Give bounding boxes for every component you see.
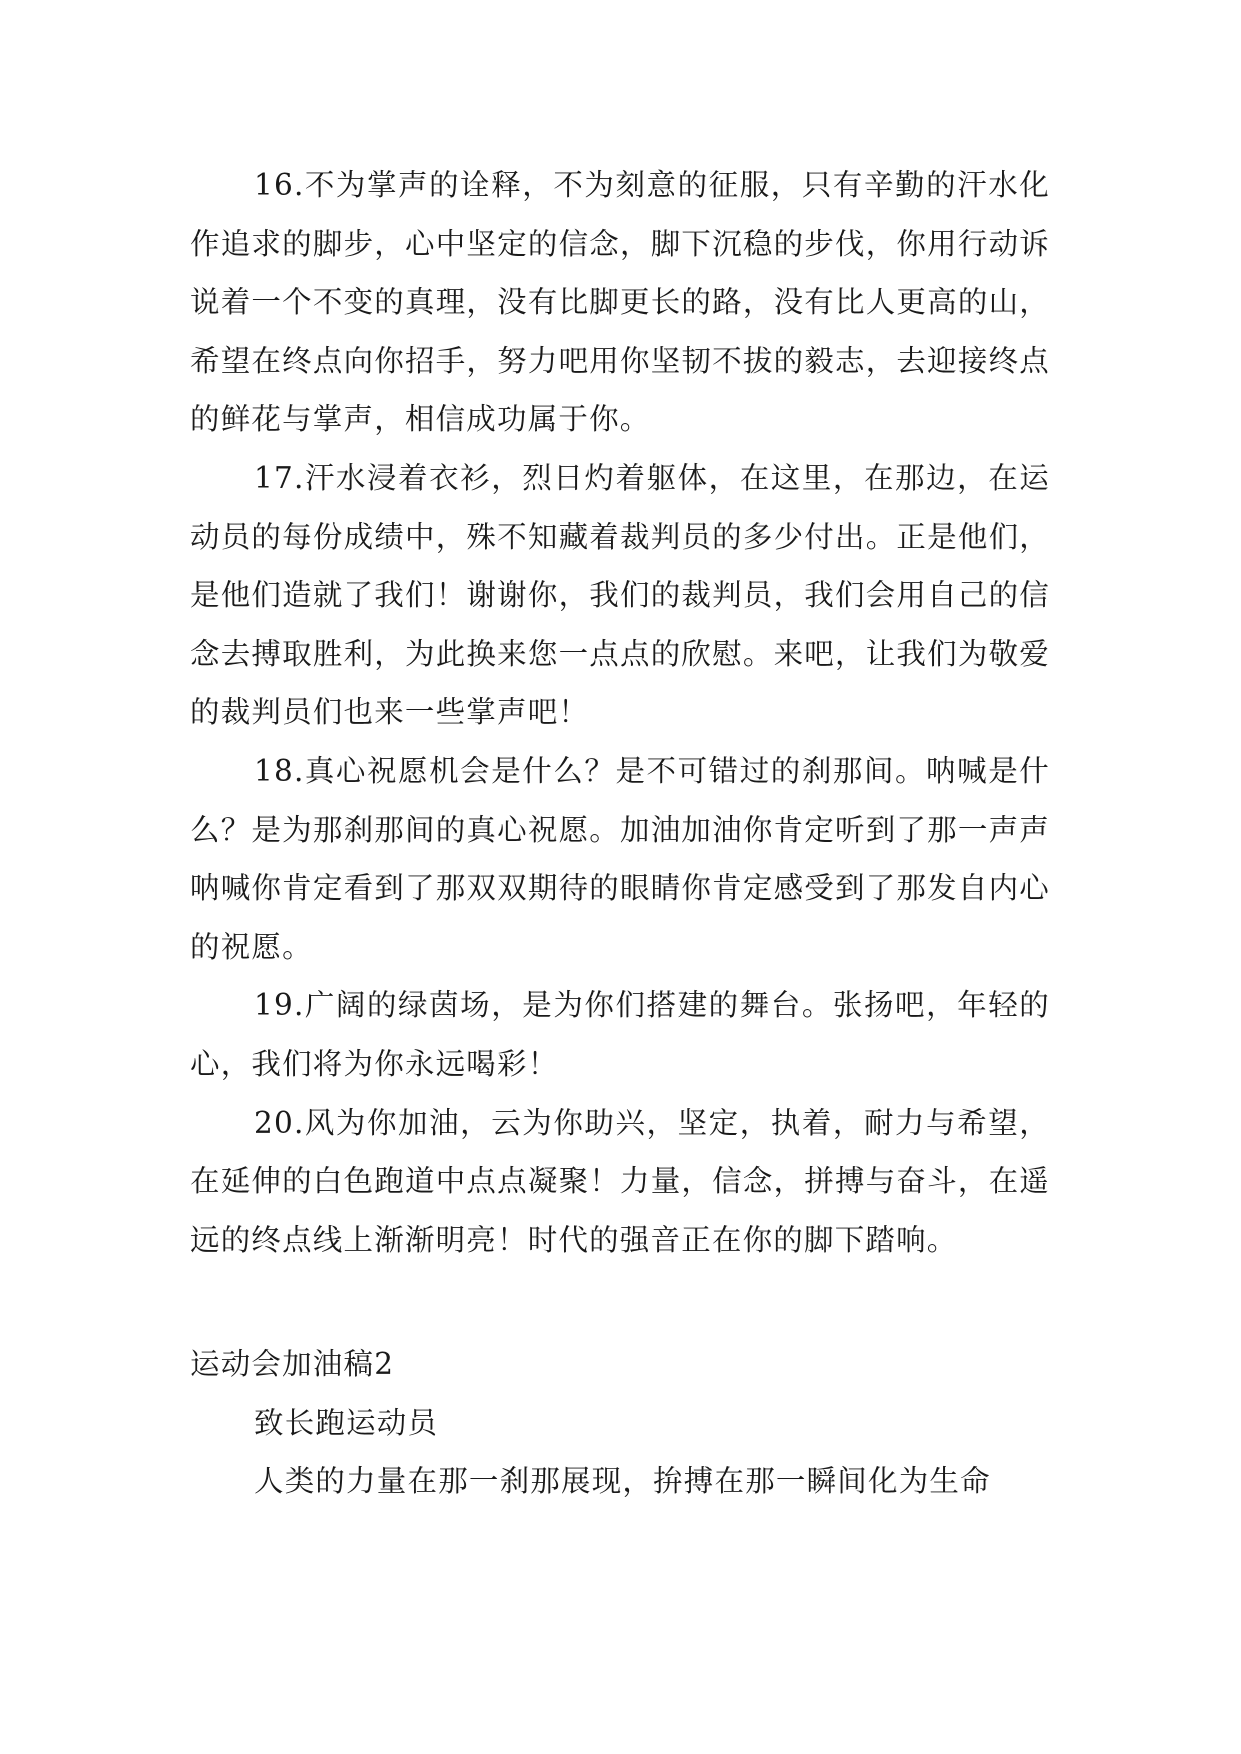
paragraph-17: 17.汗水浸着衣衫，烈日灼着躯体，在这里，在那边，在运动员的每份成绩中，殊不知藏着裁判员的多少付出。正是他们，是他们造就了我们！谢谢你，我们的裁判员，我们会用自己的信念去搏取胜利，为此换来您一点点的欣慰。来吧，让我们为敬爱的裁判员们也来一些掌声吧！ [190, 460, 1050, 730]
paragraph-20: 20.风为你加油，云为你助兴，坚定，执着，耐力与希望，在延伸的白色跑道中点点凝聚！力量，信念，拼搏与奋斗，在遥远的终点线上渐渐明亮！时代的强音正在你的脚下踏响。 [190, 1105, 1050, 1257]
section-spacer [190, 1269, 1050, 1335]
paragraph-last: 人类的力量在那一刹那展现，拚搏在那一瞬间化为生命 [254, 1464, 991, 1499]
document-body [190, 156, 1050, 1511]
section-subtitle: 致长跑运动员 [254, 1405, 439, 1440]
paragraph-18: 18.真心祝愿机会是什么？是不可错过的刹那间。呐喊是什么？是为那刹那间的真心祝愿。加油加油你肯定听到了那一声声呐喊你肯定看到了那双双期待的眼睛你肯定感受到了那发自内心的祝愿。 [190, 753, 1050, 964]
section-heading: 运动会加油稿2 [190, 1347, 395, 1382]
paragraph-19: 19.广阔的绿茵场，是为你们搭建的舞台。张扬吧，年轻的心，我们将为你永远喝彩！ [190, 988, 1050, 1081]
paragraph-16: 16.不为掌声的诠释，不为刻意的征服，只有辛勤的汗水化作追求的脚步，心中坚定的信念，脚下沉稳的步伐，你用行动诉说着一个不变的真理，没有比脚更长的路，没有比人更高的山，希望在终点向你招手，努力吧用你坚韧不拔的毅志，去迎接终点的鲜花与掌声，相信成功属于你。 [190, 168, 1050, 437]
